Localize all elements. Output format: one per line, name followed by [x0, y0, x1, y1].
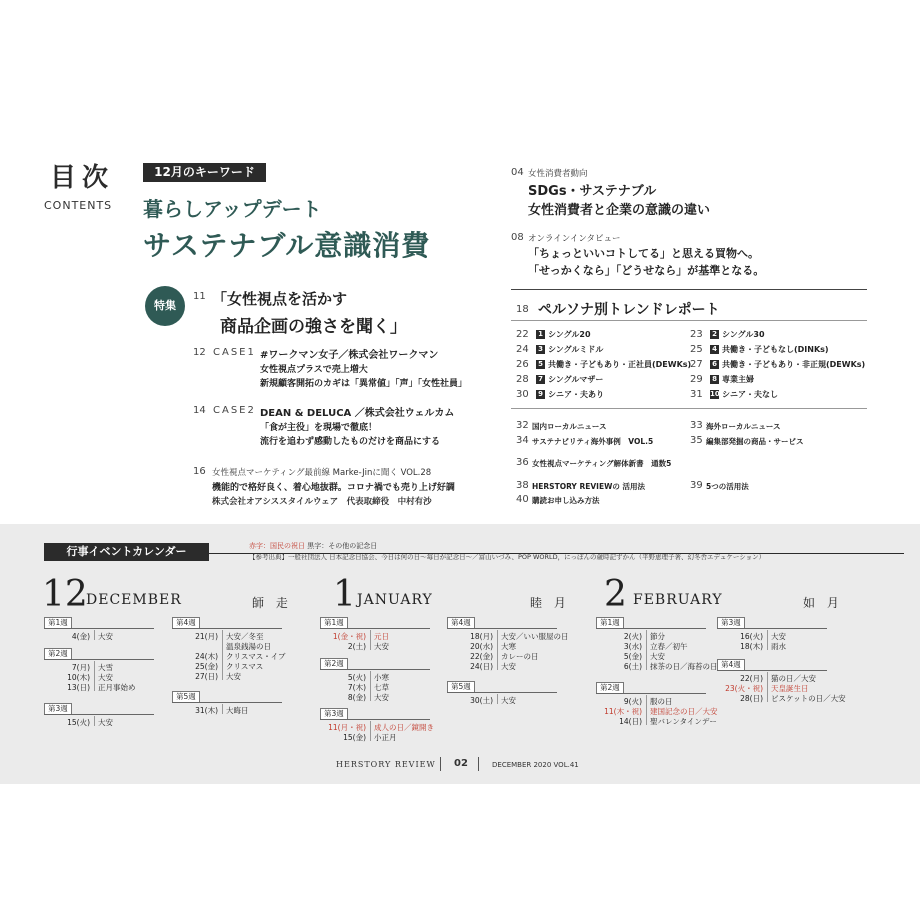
toc-item[interactable]: サステナビリティ海外事例 VOL.5 [532, 437, 654, 446]
case1-label: CASE1 [213, 347, 256, 358]
week-rule [320, 669, 430, 670]
event-name: 成人の日／鏡開き [374, 723, 434, 732]
week-vline [497, 694, 498, 704]
event-name: 大安／冬至 [226, 632, 264, 641]
event-date: 21(月) [195, 632, 218, 641]
event-date: 6(土) [623, 662, 642, 671]
week-rule [44, 628, 154, 629]
persona-label: 共働き・子どもなし(DINKs) [722, 345, 829, 354]
case1-page: 12 [193, 347, 206, 358]
week-label: 第4週 [172, 617, 200, 629]
case2-label: CASE2 [213, 405, 256, 416]
case2-page: 14 [193, 405, 206, 416]
persona-page: 22 [516, 329, 529, 340]
toc-page: 39 [690, 480, 703, 491]
toc-page: 32 [516, 420, 529, 431]
event-name: 正月事始め [98, 683, 136, 692]
p04-page: 04 [511, 167, 524, 178]
event-name: 大安 [98, 632, 113, 641]
persona-item[interactable] [536, 329, 591, 340]
event-date: 5(火) [347, 673, 366, 682]
case1-title[interactable]: #ワークマン女子／株式会社ワークマン [260, 350, 439, 361]
toc-item[interactable]: 国内ローカルニュース [532, 422, 607, 431]
footer-page: 02 [454, 758, 468, 769]
event-date: 20(水) [470, 642, 493, 651]
week-label: 第1週 [596, 617, 624, 629]
month-en-jan: JANUARY [357, 592, 433, 608]
toc-item[interactable]: 編集部発掘の商品・サービス [706, 437, 804, 446]
week-vline [767, 672, 768, 702]
month-en-dec: DECEMBER [86, 592, 182, 608]
persona-label: 共働き・子どもあり・非正規(DEWKs) [722, 360, 866, 369]
event-date: 16(火) [740, 632, 763, 641]
week-label: 第4週 [717, 659, 745, 671]
event-date: 9(火) [623, 697, 642, 706]
event-name: 大安 [374, 642, 389, 651]
keyword-main: サステナブル意識消費 [143, 229, 431, 262]
item16-line2: 株式会社オアシススタイルウェア 代表取締役 中村有沙 [212, 497, 432, 507]
event-name: クリスマス [226, 662, 264, 671]
week-label: 第5週 [172, 691, 200, 703]
event-date: 27(日) [195, 672, 218, 681]
toc-item[interactable]: 女性視点マーケティング解体新書 通数5 [532, 459, 672, 468]
event-date: 3(水) [623, 642, 642, 651]
event-date: 25(金) [195, 662, 218, 671]
keyword-label: 12月のキーワード [143, 163, 266, 182]
case2-title[interactable]: DEAN & DELUCA ／株式会社ウェルカム [260, 408, 455, 419]
persona-page: 25 [690, 344, 703, 355]
persona-item[interactable] [536, 359, 691, 370]
event-name: 抹茶の日／海苔の日 [650, 662, 718, 671]
persona-number: 6 [710, 360, 719, 369]
event-date: 7(木) [347, 683, 366, 692]
event-date: 14(日) [619, 717, 642, 726]
event-date: 18(木) [740, 642, 763, 651]
event-date: 10(木) [67, 673, 90, 682]
footer-issue: DECEMBER 2020 VOL.41 [492, 761, 579, 769]
calendar-tab: 行事イベントカレンダー [44, 543, 209, 561]
event-name: 雨水 [771, 642, 786, 651]
event-name: 節分 [650, 632, 665, 641]
event-date: 30(土) [470, 696, 493, 705]
case1-line2: 新規顧客開拓のカギは「異常値」「声」「女性社員」 [260, 379, 468, 389]
legend-holiday: 赤字：国民の祝日 [249, 542, 305, 550]
event-date: 24(日) [470, 662, 493, 671]
week-label: 第3週 [320, 708, 348, 720]
week-vline [370, 671, 371, 701]
week-rule [447, 628, 557, 629]
event-date: 4(金) [71, 632, 90, 641]
persona-page: 26 [516, 359, 529, 370]
event-date: 31(木) [195, 706, 218, 715]
month-jp-feb: 如 月 [803, 596, 843, 610]
footer-brand: HERSTORY REVIEW [336, 760, 436, 769]
week-vline [222, 704, 223, 714]
persona-label: シングル30 [722, 330, 765, 339]
event-date: 7(月) [71, 663, 90, 672]
week-vline [370, 721, 371, 741]
week-vline [646, 630, 647, 670]
week-label: 第4週 [447, 617, 475, 629]
event-date: 2(火) [623, 632, 642, 641]
event-date: 23(火・祝) [725, 684, 763, 693]
event-name: カレーの日 [501, 652, 539, 661]
persona-label: シングルマザー [548, 375, 604, 384]
week-rule [44, 659, 154, 660]
divider [511, 408, 867, 409]
p08-line1[interactable]: 「ちょっといいコトしてる」と思える買物へ。 [528, 247, 759, 260]
persona-label: シニア・夫なし [722, 390, 778, 399]
persona-item[interactable] [710, 374, 754, 385]
week-vline [94, 716, 95, 726]
persona-label: 専業主婦 [722, 375, 754, 384]
persona-page: 30 [516, 389, 529, 400]
persona-item[interactable] [536, 389, 604, 400]
week-label: 第2週 [320, 658, 348, 670]
persona-page: 27 [690, 359, 703, 370]
month-en-feb: FEBRUARY [633, 592, 723, 608]
item16-line1: 機能的で格好良く、着心地抜群。コロナ禍でも売り上げ好調 [212, 483, 455, 493]
persona-item[interactable] [536, 344, 603, 355]
week-rule [320, 628, 430, 629]
event-date: 11(木・祝) [604, 707, 642, 716]
week-vline [767, 630, 768, 650]
week-vline [94, 661, 95, 691]
persona-page: 31 [690, 389, 703, 400]
persona-item[interactable] [536, 374, 603, 385]
event-date: 11(月・祝) [328, 723, 366, 732]
event-name: 建国記念の日／大安 [650, 707, 718, 716]
event-name: 大安 [501, 662, 516, 671]
event-name: 大安 [374, 693, 389, 702]
p04-label: 女性消費者動向 [528, 169, 588, 179]
month-num-jan: 1 [333, 574, 356, 615]
week-rule [447, 692, 557, 693]
item16-page: 16 [193, 466, 206, 477]
persona-number: 2 [710, 330, 719, 339]
persona-item[interactable] [710, 329, 765, 340]
persona-item[interactable] [710, 359, 865, 370]
event-name: 聖バレンタインデー [650, 717, 717, 726]
event-name: 大雪 [98, 663, 113, 672]
month-jp-jan: 睦 月 [530, 596, 570, 610]
event-name: 大安 [650, 652, 665, 661]
week-rule [320, 719, 430, 720]
event-name: 大安 [226, 672, 241, 681]
month-num-feb: 2 [604, 574, 627, 615]
p08-page: 08 [511, 232, 524, 243]
event-date: 8(金) [347, 693, 366, 702]
persona-page: 24 [516, 344, 529, 355]
week-vline [94, 630, 95, 640]
toc-item[interactable]: HERSTORY REVIEWの 活用法 [532, 482, 645, 491]
persona-number: 9 [536, 390, 545, 399]
week-rule [172, 702, 282, 703]
toc-item[interactable]: 購読お申し込み方法 [532, 496, 600, 505]
item16-title[interactable]: 女性視点マーケティング最前線 Marke-Jinに聞く VOL.28 [212, 468, 432, 478]
event-name: ビスケットの日／大安 [771, 694, 846, 703]
event-date: 24(木) [195, 652, 218, 661]
week-vline [370, 630, 371, 650]
persona-label: シングル20 [548, 330, 591, 339]
p08-line2[interactable]: 「せっかくなら」「どうせなら」が基準となる。 [528, 264, 765, 277]
persona-label: 共働き・子どもあり・正社員(DEWKs) [548, 360, 692, 369]
toc-item[interactable]: 海外ローカルニュース [706, 422, 781, 431]
week-label: 第3週 [44, 703, 72, 715]
persona-item[interactable] [710, 389, 778, 400]
event-date: 15(火) [67, 718, 90, 727]
toc-page: 35 [690, 435, 703, 446]
week-rule [44, 714, 154, 715]
event-date: 1(金・祝) [332, 632, 366, 641]
week-label: 第2週 [44, 648, 72, 660]
event-date: 15(金) [343, 733, 366, 742]
week-vline [646, 695, 647, 725]
week-rule [172, 628, 282, 629]
event-name: 元日 [374, 632, 389, 641]
divider [511, 320, 867, 321]
footer-sep [478, 757, 479, 771]
persona-item[interactable] [710, 344, 829, 355]
month-num-dec: 12 [42, 574, 88, 615]
p08-label: オンラインインタビュー [528, 234, 621, 244]
toc-page: 33 [690, 420, 703, 431]
event-date: 22(月) [740, 674, 763, 683]
event-name: 服の日 [650, 697, 673, 706]
event-name: 大安／いい服屋の日 [501, 632, 569, 641]
event-date: 13(日) [67, 683, 90, 692]
toc-item[interactable]: 5つの活用法 [706, 482, 749, 491]
toc-page: 38 [516, 480, 529, 491]
week-label: 第5週 [447, 681, 475, 693]
event-date: 2(土) [347, 642, 366, 651]
event-date: 28(日) [740, 694, 763, 703]
feature-badge: 特集 [145, 286, 185, 326]
p04-line2[interactable]: 女性消費者と企業の意識の違い [528, 203, 711, 218]
page-subtitle: CONTENTS [44, 199, 113, 212]
toc-page: 36 [516, 457, 529, 468]
persona-number: 3 [536, 345, 545, 354]
event-name: 大安 [98, 718, 113, 727]
week-vline [497, 630, 498, 670]
event-name: 大安 [771, 632, 786, 641]
persona-number: 10 [710, 390, 720, 398]
legend-source: 【参考出典】一般社団法人 日本記念日協会、今日は何の日〜毎日が記念日〜／富山いづみ、POP WORLD，にっぽんの歳時記ずかん（平野恵理子著、幻冬舎エデュケーション） [249, 553, 766, 561]
week-label: 第1週 [320, 617, 348, 629]
event-name: 天皇誕生日 [771, 684, 809, 693]
footer-sep [440, 757, 441, 771]
persona-number: 1 [536, 330, 545, 339]
event-name: クリスマス・イブ [226, 652, 286, 661]
page-title: 目次 [50, 163, 115, 193]
feature-title-1[interactable]: 「女性視点を活かす [212, 290, 348, 308]
event-name: 大晦日 [226, 706, 249, 715]
keyword-sub: 暮らしアップデート [143, 197, 322, 221]
event-name: 猫の日／大安 [771, 674, 816, 683]
event-date: 18(月) [470, 632, 493, 641]
persona-page: 23 [690, 329, 703, 340]
feature-title-2[interactable]: 商品企画の強さを聞く」 [220, 317, 407, 337]
legend-line1 [249, 541, 377, 551]
p18-title[interactable]: ペルソナ別トレンドレポート [538, 302, 720, 318]
persona-page: 28 [516, 374, 529, 385]
week-rule [717, 628, 827, 629]
case2-line1: 「食が主役」を現場で徹底！ [260, 423, 378, 433]
event-date: 22(金) [470, 652, 493, 661]
event-name: 七草 [374, 683, 389, 692]
case1-line1: 女性視点プラスで売上増大 [260, 365, 368, 375]
feature-page: 11 [193, 291, 206, 302]
event-name: 大安 [98, 673, 113, 682]
week-vline [222, 630, 223, 680]
case2-line2: 流行を追わず感動したものだけを商品にする [260, 437, 441, 447]
event-name: 温泉銭湯の日 [226, 642, 271, 651]
persona-label: シニア・夫あり [548, 390, 604, 399]
event-name: 小正月 [374, 733, 397, 742]
toc-page: 40 [516, 494, 529, 505]
persona-number: 8 [710, 375, 719, 384]
event-name: 立春／初午 [650, 642, 688, 651]
event-date: 5(金) [623, 652, 642, 661]
divider [511, 289, 867, 290]
persona-number: 4 [710, 345, 719, 354]
legend-other: 黒字：その他の記念日 [307, 542, 378, 550]
week-rule [717, 670, 827, 671]
toc-page: 34 [516, 435, 529, 446]
event-name: 小寒 [374, 673, 389, 682]
month-jp-dec: 師 走 [252, 596, 292, 610]
week-rule [596, 628, 706, 629]
week-label: 第1週 [44, 617, 72, 629]
week-label: 第2週 [596, 682, 624, 694]
p18-page: 18 [516, 304, 529, 315]
event-name: 大安 [501, 696, 516, 705]
persona-number: 7 [536, 375, 545, 384]
week-rule [596, 693, 706, 694]
persona-number: 5 [536, 360, 545, 369]
event-name: 大寒 [501, 642, 516, 651]
persona-page: 29 [690, 374, 703, 385]
week-label: 第3週 [717, 617, 745, 629]
p04-line1[interactable]: SDGs・サステナブル [528, 184, 657, 199]
persona-label: シングルミドル [548, 345, 604, 354]
